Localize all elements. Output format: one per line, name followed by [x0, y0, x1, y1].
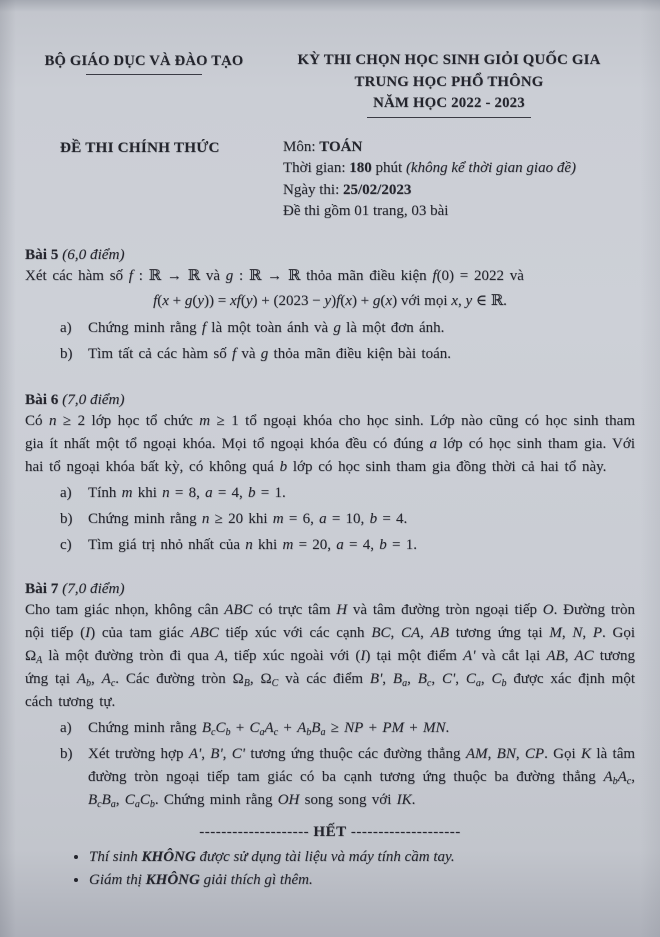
problem-7-item-b — [25, 743, 635, 812]
page-count-line: Đề thi gồm 01 trang, 03 bài — [283, 203, 449, 219]
ministry-name: BỘ GIÁO DỤC VÀ ĐÀO TẠO — [44, 53, 244, 69]
item-label: a) — [60, 719, 72, 736]
exam-title-line-1: KỲ THI CHỌN HỌC SINH GIỎI QUỐC GIA — [297, 52, 601, 68]
item-label: b) — [60, 510, 73, 527]
item-text: Tìm tất cả các hàm số f và g thỏa mãn điều kiện bài toán. — [88, 345, 451, 362]
problem-6-item-c — [25, 534, 635, 557]
exam-date-line: Ngày thi: 25/02/2023 — [283, 181, 412, 198]
item-text: Xét trường hợp A', B', C' tương ứng thuộc các đường thẳng AM, BN, CP. Gọi K là tâm đường tròn ngoại tiếp tam giác có ba cạnh tương ứng thuộc ba đường thẳng $A_bA_c$, $B_cB_a$, $C_aC_b$. Chứng minh rằng OH song song với IK. — [88, 745, 636, 810]
rule-no-materials: • Thí sinh KHÔNG được sử dụng tài liệu và máy tính cầm tay. — [89, 846, 635, 869]
problem-5 — [25, 246, 635, 366]
problem-7 — [25, 580, 635, 812]
problem-7-item-a — [25, 717, 635, 740]
exam-title-line-2: TRUNG HỌC PHỔ THÔNG — [354, 73, 544, 90]
issuing-authority-block — [25, 50, 263, 75]
item-label: c) — [60, 536, 72, 553]
item-text: Chứng minh rằng f là một toàn ánh và g là một đơn ánh. — [88, 319, 445, 336]
exam-rules-list — [73, 846, 635, 892]
rule-no-explanation: • Giám thị KHÔNG giải thích gì thêm. — [89, 869, 635, 892]
item-label: b) — [60, 345, 73, 362]
item-label: a) — [60, 484, 72, 501]
item-text: Chứng minh rằng $B_cC_b + C_aA_c + A_bB_a$ ≥ NP + PM + MN. — [88, 719, 450, 738]
exam-info-row — [25, 137, 635, 223]
exam-title-line-3 — [263, 93, 635, 118]
problem-5-heading: Bài 5 (6,0 điểm) — [25, 245, 125, 263]
problem-5-formula: f(x + g(y)) = xf(y) + (2023 − y)f(x) + g(x) với mọi x, y ∈ ℝ. — [153, 292, 507, 309]
item-label: a) — [60, 319, 72, 336]
problem-5-item-a — [25, 317, 635, 340]
item-text: Tính m khi n = 8, a = 4, b = 1. — [88, 484, 286, 501]
problem-5-statement: Xét các hàm số f : ℝ → ℝ và g : ℝ → ℝ thỏa mãn điều kiện f(0) = 2022 và — [25, 267, 524, 284]
item-text: Chứng minh rằng n ≥ 20 khi m = 6, a = 10, b = 4. — [88, 510, 408, 527]
exam-meta-block — [283, 137, 635, 223]
problem-6-item-a — [25, 482, 635, 505]
problem-6-heading: Bài 6 (7,0 điểm) — [25, 390, 125, 408]
masthead — [25, 50, 635, 118]
problem-7-heading: Bài 7 (7,0 điểm) — [25, 579, 125, 597]
item-text: Tìm giá trị nhỏ nhất của n khi m = 20, a = 4, b = 1. — [88, 536, 417, 553]
problem-7-statement: Cho tam giác nhọn, không cân ABC có trực tâm H và tâm đường tròn ngoại tiếp O. Đường tròn nội tiếp (I) của tam giác ABC tiếp xúc với các cạnh BC, CA, AB tương ứng tại M, N, P. Gọi $\Omega_A$ là một đường tròn đi qua A, tiếp xúc ngoài với (I) tại một điểm A' và cắt lại AB, AC tương ứng tại $A_b$, $A_c$. Các đường tròn $\Omega_B$, $\Omega_C$ và các điểm B', $B_a$, $B_c$, C', $C_a$, $C_b$ được xác định một cách tương tự. — [25, 601, 636, 710]
problem-6-statement: Có n ≥ 2 lớp học tổ chức m ≥ 1 tổ ngoại khóa cho học sinh. Lớp nào cũng có học sinh tham gia ít nhất một tổ ngoại khóa. Mọi tổ ngoại khóa đều có đúng a lớp có học sinh tham gia. Với hai tổ ngoại khóa bất kỳ, có không quá b lớp có học sinh tham gia đồng thời cả hai tổ này. — [25, 412, 636, 475]
item-label: b) — [60, 745, 73, 762]
end-of-exam-marker: -------------------- HẾT -------------------- — [199, 823, 461, 840]
exam-title-block — [263, 50, 635, 118]
problem-6-item-b — [25, 508, 635, 531]
ministry-underline-divider — [86, 74, 202, 75]
school-year: NĂM HỌC 2022 - 2023 — [367, 93, 531, 118]
problem-6 — [25, 391, 635, 557]
problem-5-item-b — [25, 343, 635, 366]
official-exam-label: ĐỀ THI CHÍNH THỨC — [60, 138, 220, 156]
duration-line: Thời gian: 180 phút (không kể thời gian giao đề) — [283, 160, 576, 176]
subject-line: Môn: TOÁN — [283, 138, 363, 155]
